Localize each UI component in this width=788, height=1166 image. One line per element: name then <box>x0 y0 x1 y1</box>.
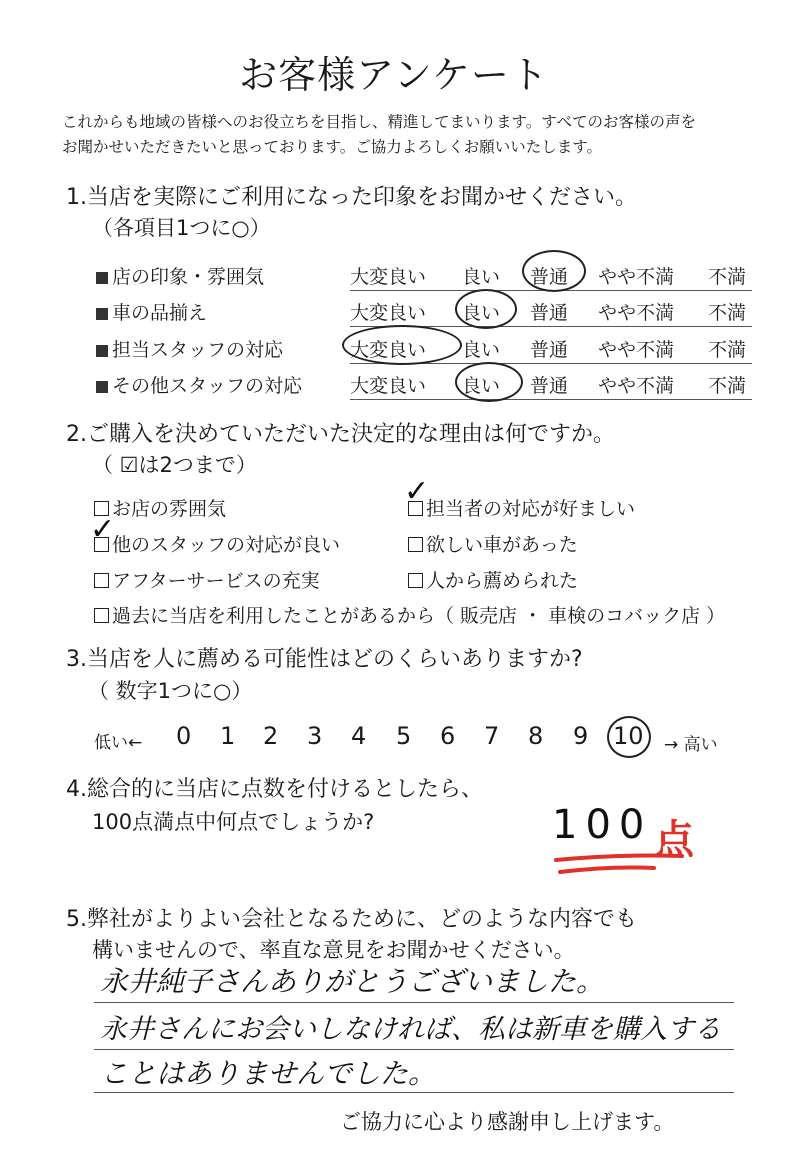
footer-thanks: ご協力に心より感謝申し上げます。 <box>340 1110 675 1134</box>
q3-scale-number[interactable]: 10 <box>613 722 644 750</box>
q5-answer-line <box>94 1092 734 1093</box>
q5-question-line-1: 5.弊社がよりよい会社となるために、どのような内容でも <box>66 907 637 932</box>
bullet-square-icon <box>96 308 108 320</box>
q3-scale-number[interactable]: 2 <box>263 722 279 750</box>
q5-answer-text: 永井純子さんありがとうございました。 <box>100 965 605 998</box>
q2-checkbox-item[interactable]: 人から薦められた <box>408 566 578 593</box>
checkmark-icon: ✓ <box>90 512 116 547</box>
q1-row-label: 担当スタッフの対応 <box>96 335 283 362</box>
q1-option[interactable]: 良い <box>462 266 501 288</box>
q4-question-line-1: 4.総合的に当店に点数を付けるとしたら、 <box>66 777 483 802</box>
checkmark-icon: ✓ <box>404 474 430 509</box>
checkbox-icon[interactable] <box>94 573 109 588</box>
q4-question-line-2: 100点満点中何点でしょうか? <box>92 810 375 834</box>
q2-question: 2.ご購入を決めていただいた決定的な理由は何ですか。 <box>66 422 615 447</box>
q1-note: （各項目1つに○） <box>92 216 271 240</box>
q2-checkbox-item[interactable]: 欲しい車があった <box>408 530 578 557</box>
q1-option[interactable]: 不満 <box>708 375 747 397</box>
q5-answer-line <box>94 1049 734 1050</box>
q3-scale-number[interactable]: 5 <box>396 722 412 750</box>
q5-answer-text: 永井さんにお会いしなければ、私は新車を購入する <box>100 1014 721 1045</box>
q1-selection-circle <box>455 362 523 402</box>
q2-checkbox-item[interactable]: 過去に当店を利用したことがあるから（ 販売店 ・ 車検のコバック店 ） <box>94 601 725 628</box>
q1-selection-circle <box>522 250 586 292</box>
q3-note: （ 数字1つに○） <box>88 679 253 703</box>
q3-low-label: 低い← <box>94 733 143 753</box>
q3-scale-number[interactable]: 8 <box>528 722 544 750</box>
q1-option[interactable]: 普通 <box>530 302 569 324</box>
q1-option[interactable]: 良い <box>462 302 501 324</box>
q3-scale-number[interactable]: 0 <box>176 722 192 750</box>
q1-option[interactable]: やや不満 <box>598 302 675 324</box>
q1-option[interactable]: 普通 <box>530 266 569 288</box>
q2-checkbox-item[interactable]: 他のスタッフの対応が良い <box>94 530 340 557</box>
q4-score-underline <box>550 848 690 882</box>
q1-option[interactable]: やや不満 <box>598 266 675 288</box>
q1-option[interactable]: やや不満 <box>598 339 675 361</box>
q4-score-unit: 点 <box>654 817 694 863</box>
q1-option[interactable]: 不満 <box>708 339 747 361</box>
q3-scale-number[interactable]: 1 <box>220 722 236 750</box>
bullet-square-icon <box>96 381 108 393</box>
q1-option[interactable]: 普通 <box>530 339 569 361</box>
q3-scale-number[interactable]: 4 <box>351 722 367 750</box>
q1-row-label: 車の品揃え <box>96 298 207 325</box>
q1-row-label: その他スタッフの対応 <box>96 371 302 398</box>
q3-question: 3.当店を人に薦める可能性はどのくらいありますか? <box>66 647 583 672</box>
q3-scale-number[interactable]: 6 <box>440 722 456 750</box>
q5-answer-text: ことはありませんでした。 <box>100 1057 437 1090</box>
q1-option[interactable]: 大変良い <box>350 339 427 361</box>
bullet-square-icon <box>96 272 108 284</box>
q1-option[interactable]: 大変良い <box>350 302 427 324</box>
q3-scale-number[interactable]: 9 <box>573 722 589 750</box>
q1-option[interactable]: 良い <box>462 375 501 397</box>
q5-question-line-2: 構いませんので、率直な意見をお聞かせください。 <box>92 938 575 962</box>
q2-checkbox-item[interactable]: 担当者の対応が好ましい <box>408 494 635 521</box>
q1-row-label: 店の印象・雰囲気 <box>96 262 264 289</box>
q3-scale-number[interactable]: 3 <box>307 722 323 750</box>
q3-scale-number[interactable]: 7 <box>484 722 500 750</box>
q1-selection-circle <box>455 289 517 329</box>
q1-selection-circle <box>342 325 462 365</box>
q3-high-label: → 高い <box>664 735 718 755</box>
survey-title: お客様アンケート <box>239 53 549 97</box>
q1-option[interactable]: 大変良い <box>350 375 427 397</box>
checkbox-icon[interactable] <box>408 537 423 552</box>
q2-checkbox-item[interactable]: お店の雰囲気 <box>94 494 226 521</box>
q1-option[interactable]: 普通 <box>530 375 569 397</box>
checkbox-icon[interactable] <box>408 573 423 588</box>
q1-question: 1.当店を実際にご利用になった印象をお聞かせください。 <box>66 185 637 210</box>
q3-selection-circle <box>607 716 651 758</box>
q4-score-value: 100 <box>552 802 653 848</box>
q5-answer-line <box>94 1002 734 1003</box>
intro-line-2: お聞かせいただきたいと思っております。ご協力よろしくお願いいたします。 <box>62 138 603 156</box>
q1-option[interactable]: やや不満 <box>598 375 675 397</box>
bullet-square-icon <box>96 345 108 357</box>
checkbox-icon[interactable] <box>94 608 109 623</box>
intro-line-1: これからも地域の皆様へのお役立ちを目指し、精進してまいります。すべてのお客様の声を <box>62 113 696 131</box>
q2-note: （ ☑は2つまで） <box>92 453 257 477</box>
q1-option[interactable]: 不満 <box>708 302 747 324</box>
q1-option[interactable]: 不満 <box>708 266 747 288</box>
q1-option[interactable]: 良い <box>462 339 501 361</box>
q1-row-underline <box>350 399 752 400</box>
q2-checkbox-item[interactable]: アフターサービスの充実 <box>94 566 320 593</box>
q1-option[interactable]: 大変良い <box>350 266 427 288</box>
